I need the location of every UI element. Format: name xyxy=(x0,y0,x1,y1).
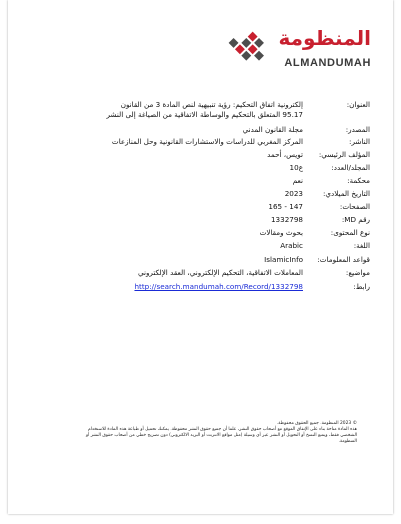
meta-value: Arabic xyxy=(280,241,303,250)
logo-english-text: ALMANDUMAH xyxy=(284,57,371,69)
meta-label: رابط: xyxy=(353,282,370,291)
diamond-cluster-icon xyxy=(227,30,267,70)
meta-value: إلكترونية اتفاق التحكيم: رؤية تنبيهية لنص المادة 3 من القانون 95.17 المتعلق بالتحكيم والوساطة الاتفاقية من الصياغة إلى النشر xyxy=(106,100,303,119)
meta-value: مجلة القانون المدني xyxy=(242,125,303,134)
meta-value: بحوث ومقالات xyxy=(259,228,303,237)
meta-label: مواضيع: xyxy=(345,268,370,277)
meta-label: اللغة: xyxy=(353,241,370,250)
meta-label: محكمة: xyxy=(347,176,370,185)
logo-arabic-text: المنظومة xyxy=(278,26,371,50)
document-page xyxy=(8,0,393,514)
record-link[interactable]: http://search.mandumah.com/Record/1332798 xyxy=(134,282,303,291)
footer-line: © 2023 المنظومة. جميع الحقوق محفوظة. xyxy=(276,421,357,426)
meta-value: 2023 xyxy=(284,189,303,198)
meta-value: نعم xyxy=(292,176,303,185)
meta-value: المركز المغربي للدراسات والاستشارات القانونية وحل المنازعات xyxy=(111,137,303,146)
footer-line: المنظومة. xyxy=(338,439,357,444)
meta-value: المعاملات الاتفاقية، التحكيم الإلكتروني، العقد الإلكتروني xyxy=(137,268,303,277)
meta-label: المجلد/العدد: xyxy=(331,163,370,172)
footer-line: هذه المادة متاحة بناء على الإتفاق الموقع مع أصحاب حقوق النشر، علما أن جميع حقوق النشر محفوظة. يمكنك تحميل أو طباعة هذه المادة للاستخدام xyxy=(87,427,357,432)
meta-label: التاريخ الميلادي: xyxy=(323,189,370,198)
meta-label: المصدر: xyxy=(345,125,370,134)
meta-label: رقم MD: xyxy=(341,215,370,224)
almandumah-logo xyxy=(225,26,371,76)
meta-label: الناشر: xyxy=(349,137,370,146)
meta-label: الصفحات: xyxy=(339,202,370,211)
meta-value: IslamicInfo xyxy=(264,255,303,264)
meta-label: قواعد المعلومات: xyxy=(317,255,370,264)
meta-value: ع10 xyxy=(289,163,303,172)
meta-value: 147 - 165 xyxy=(268,202,303,211)
meta-label: نوع المحتوى: xyxy=(330,228,370,237)
meta-value: 1332798 xyxy=(270,215,303,224)
footer-line: الشخصي فقط، ويمنع النسخ أو التحويل أو النشر عبر أي وسيلة (مثل مواقع الانترنت أو البريد الالكتروني) دون تصريح خطي من أصحاب حقوق النشر أو xyxy=(86,433,357,438)
meta-label: المؤلف الرئيسي: xyxy=(318,150,370,159)
meta-value: تويس، أحمد xyxy=(267,150,303,159)
meta-label: العنوان: xyxy=(346,100,370,109)
